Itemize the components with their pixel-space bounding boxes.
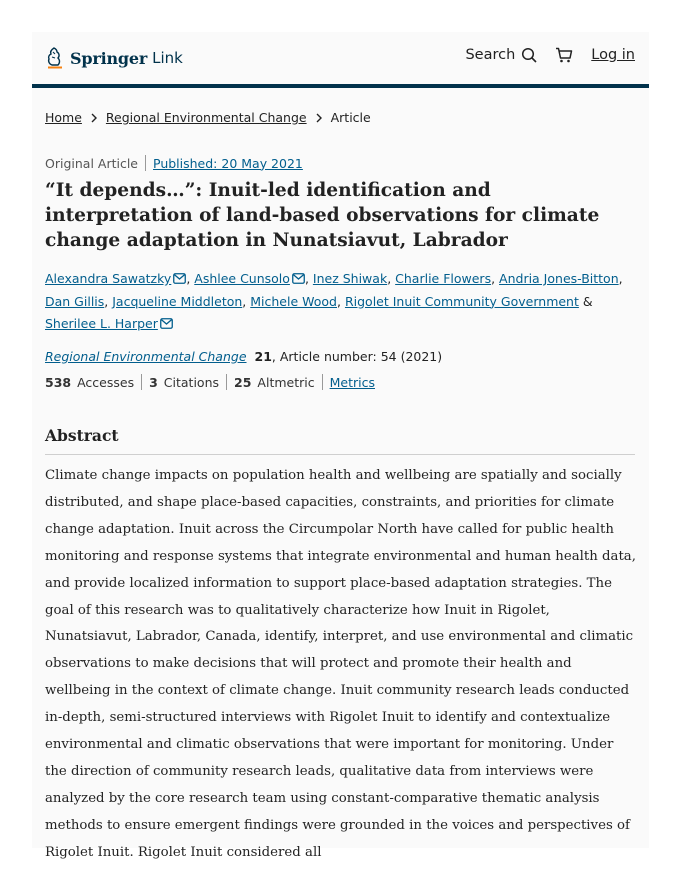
cart-icon [555, 47, 573, 63]
meta-divider [145, 155, 146, 171]
site-header [32, 32, 649, 88]
author-separator: , [186, 271, 195, 286]
author-separator: , [242, 293, 251, 309]
abstract-heading: Abstract [45, 426, 119, 445]
logo-text-link: Link [152, 49, 183, 67]
author-link[interactable]: Michele Wood [250, 293, 337, 309]
author-link[interactable]: Inez Shiwak [312, 271, 388, 286]
search-button[interactable] [465, 47, 537, 63]
mail-icon[interactable] [173, 273, 186, 284]
citations-label: Citations [163, 374, 220, 390]
search-icon [521, 47, 537, 63]
metrics-divider [322, 374, 323, 390]
chevron-right-icon [315, 113, 323, 123]
article-title: “It depends…”: Inuit-led identification and interpretation of land-based observations for climate change adaptation in Nunatsiavut, Labrador [45, 180, 600, 251]
altmetric-label: Altmetric [257, 374, 315, 390]
author-link[interactable]: Sherilee L. Harper [45, 316, 158, 331]
metrics-link[interactable]: Metrics [329, 374, 375, 390]
breadcrumb-home-link[interactable]: Home [45, 110, 82, 125]
springer-horse-logo-icon [45, 46, 65, 70]
author-separator: , [618, 271, 623, 286]
author-link[interactable]: Dan Gillis [45, 293, 105, 309]
author-link[interactable]: Jacqueline Middleton [112, 293, 243, 309]
springer-link-logo[interactable] [45, 46, 183, 70]
author-separator: , [337, 293, 345, 309]
author-separator: & [578, 293, 593, 309]
header-nav [465, 47, 635, 63]
altmetric-count: 25 [234, 374, 252, 390]
accesses-label: Accesses [77, 374, 135, 390]
search-label: Search [465, 47, 516, 63]
journal-link[interactable]: Regional Environmental Change [45, 349, 247, 364]
logo-text-springer: Springer [70, 48, 148, 68]
login-link[interactable]: Log in [591, 47, 635, 63]
article-metrics [45, 374, 375, 390]
journal-citation [45, 349, 442, 364]
abstract-text: Climate change impacts on population health and wellbeing are spatially and socially distributed, and shape place-based capacities, constraints, and priorities for climate change adaptation. Inuit across the Circumpolar North have called for public health monitoring and response systems that integrate environmental and human health data, and provide localized information to support place-based adaptation strategies. The goal of this research was to qualitatively characterize how Inuit in Rigolet, Nunatsiavut, Labrador, Canada, identify, interpret, and use environmental and climatic observations to make decisions that will protect and promote their health and wellbeing in the context of climate change. Inuit community research leads conducted in-depth, semi-structured interviews with Rigolet Inuit to identify and contextualize environmental and climatic observations that were important for monitoring. Under the direction of community research leads, qualitative data from interviews were analyzed by the core research team using constant-comparative thematic analysis methods to ensure emergent findings were grounded in the voices and perspectives of Rigolet Inuit. Rigolet Inuit considered all [45, 468, 636, 860]
article-number: , Article number: 54 (2021) [271, 349, 443, 364]
chevron-right-icon [90, 113, 98, 123]
article-type: Original Article [45, 155, 138, 171]
breadcrumb-journal-link[interactable]: Regional Environmental Change [105, 110, 307, 125]
mail-icon[interactable] [160, 318, 173, 329]
published-date-link[interactable]: Published: 20 May 2021 [153, 155, 303, 171]
author-separator: , [387, 271, 396, 286]
author-separator: , [491, 271, 500, 286]
author-separator: , [304, 271, 313, 286]
author-link[interactable]: Charlie Flowers [395, 271, 492, 286]
author-list [45, 268, 635, 336]
metrics-divider [226, 374, 227, 390]
page-frame [32, 32, 649, 860]
abstract-divider [45, 454, 635, 455]
journal-volume: 21 [254, 349, 272, 364]
author-link[interactable]: Alexandra Sawatzky [45, 271, 172, 286]
mail-icon[interactable] [292, 273, 305, 284]
article-meta [45, 155, 303, 171]
author-link[interactable]: Rigolet Inuit Community Government [344, 293, 579, 309]
header-divider [32, 84, 649, 88]
cart-button[interactable] [555, 47, 573, 63]
breadcrumb-current: Article [330, 110, 371, 125]
metrics-divider [141, 374, 142, 390]
citations-count: 3 [149, 374, 158, 390]
author-separator: , [104, 293, 113, 309]
author-link[interactable]: Andria Jones-Bitton [499, 271, 619, 286]
breadcrumb [45, 110, 371, 125]
accesses-count: 538 [45, 374, 72, 390]
author-link[interactable]: Ashlee Cunsolo [194, 271, 290, 286]
